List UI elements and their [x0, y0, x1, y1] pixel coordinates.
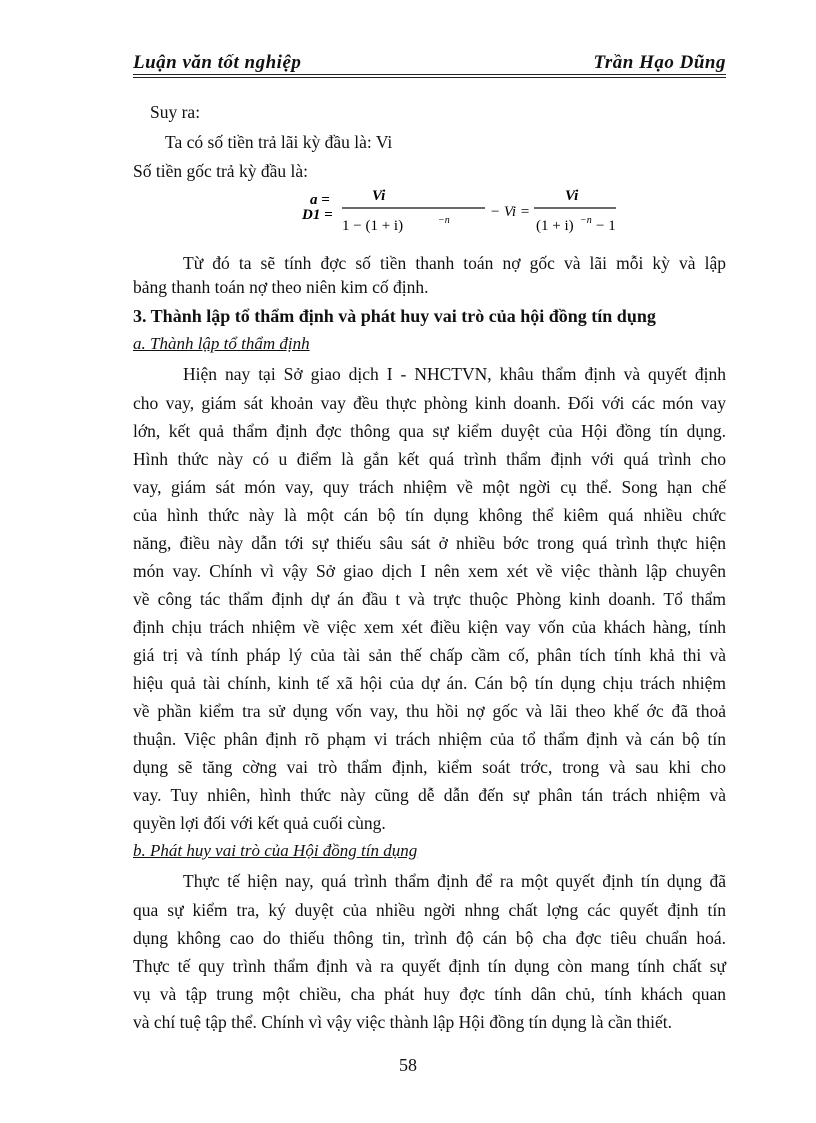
- formula: [300, 183, 620, 247]
- intro-line: Ta có số tiền trả lãi kỳ đầu là: Vi: [165, 132, 393, 152]
- formula-lhs-top: a =: [310, 192, 330, 208]
- para2-line: quyền lợi đối với kết quả cuối cùng.: [133, 813, 386, 833]
- frac1-num: Vi: [372, 188, 386, 204]
- para3-line: và chí tuệ tập thể. Chính vì vậy việc thành lập Hội đồng tín dụng là cần thiết.: [133, 1012, 672, 1032]
- formula-lhs-bottom: D1 =: [302, 207, 333, 223]
- para2-line: của hình thức này là một cán bộ tín dụng không thể kiêm quá nhiều chức: [133, 505, 726, 525]
- para2-line: vay, giám sát món vay, quy trách nhiệm về một ngời cụ thể. Song hạn chế: [133, 477, 726, 497]
- page-header: [133, 52, 726, 74]
- header-rule: [133, 74, 726, 78]
- para2-line: lớn, kết quả thẩm định đợc thông qua sự kiểm duyệt của Hội đồng tín dụng.: [133, 421, 726, 441]
- header-right: Trần Hạo Dũng: [593, 52, 726, 73]
- section-heading: 3. Thành lập tổ thẩm định và phát huy vai trò của hội đồng tín dụng: [133, 306, 656, 326]
- subheading-a: a. Thành lập tổ thẩm định: [133, 334, 310, 353]
- para2-line: về công tác thẩm định dự án đầu t và trực thuộc Phòng kinh doanh. Tổ thẩm: [133, 589, 726, 609]
- para1-line: bảng thanh toán nợ theo niên kim cố định.: [133, 277, 429, 297]
- para2-line: món vay. Chính vì vậy Sở giao dịch I nên xem xét về việc thành lập chuyên: [133, 561, 726, 581]
- minus-vi: − Vi =: [490, 204, 530, 220]
- para3-line: vụ và tập trung một chiều, cha phát huy đợc tính dân chủ, tính khách quan: [133, 984, 726, 1004]
- para2-line: thuận. Việc phân định rõ phạm vi trách nhiệm của tổ thẩm định và cán bộ tín: [133, 729, 726, 749]
- para2-line: về phần kiểm tra sử dụng vốn vay, thu hồi nợ gốc và lãi theo khế ớc đã thoả: [133, 701, 726, 721]
- para2-line: hiệu quả tài chính, kinh tế xã hội của dự án. Cán bộ tín dụng chịu trách nhiệm: [133, 673, 726, 693]
- intro-line: Suy ra:: [150, 102, 201, 122]
- para2-line: cho vay, giám sát khoản vay đều thực phòng kinh doanh. Đối với các món vay: [133, 393, 726, 413]
- para2-line: định chịu trách nhiệm về việc xem xét điều kiện vay vốn của khách hàng, tính: [133, 617, 726, 637]
- para3-line: qua sự kiểm tra, ký duyệt của nhiều ngời nhng chất lợng các quyết định tín: [133, 900, 726, 920]
- intro-line: Số tiền gốc trả kỳ đầu là:: [133, 161, 308, 181]
- para3-line: Thực tế hiện nay, quá trình thẩm định để ra một quyết định tín dụng đã: [183, 871, 726, 891]
- subheading-b: b. Phát huy vai trò của Hội đồng tín dụng: [133, 841, 418, 860]
- para1-line: Từ đó ta sẽ tính đợc số tiền thanh toán nợ gốc và lãi mỗi kỳ và lập: [183, 253, 726, 273]
- frac2-den-tail: − 1: [596, 218, 616, 234]
- frac1-den-exp: −n: [438, 215, 450, 226]
- header-left: Luận văn tốt nghiệp: [133, 52, 302, 73]
- page-number: 58: [399, 1055, 417, 1075]
- para2-line: vay. Tuy nhiên, hình thức này cũng dễ dẫn đến sự phân tán trách nhiệm và: [133, 785, 726, 805]
- para2-line: dụng sẽ tăng cờng vai trò thẩm định, kiểm soát trớc, trong và sau khi cho: [133, 757, 726, 777]
- frac2-den: (1 + i): [536, 218, 574, 234]
- para2-line: Hình thức này có u điểm là gắn kết quá trình thẩm định với quá trình cho: [133, 449, 726, 469]
- frac1-den: 1 − (1 + i): [342, 218, 404, 234]
- para2-line: năng, điều này dẫn tới sự thiếu sâu sát ở nhiều bớc trong quá trình thực hiện: [133, 533, 726, 553]
- para3-line: Thực tế quy trình thẩm định và ra quyết định tín dụng còn mang tính chất sự: [133, 956, 726, 976]
- frac2-den-exp: −n: [580, 215, 592, 226]
- para2-line: giá trị và tính pháp lý của tài sản thế chấp cầm cố, phân tích tính khả thi và: [133, 645, 726, 665]
- para3-line: dụng không cao do thiếu thông tin, trình độ cán bộ cha đợc tiêu chuẩn hoá.: [133, 928, 726, 948]
- frac2-num: Vi: [565, 188, 579, 204]
- para2-line: Hiện nay tại Sở giao dịch I - NHCTVN, khâu thẩm định và quyết định: [183, 364, 726, 384]
